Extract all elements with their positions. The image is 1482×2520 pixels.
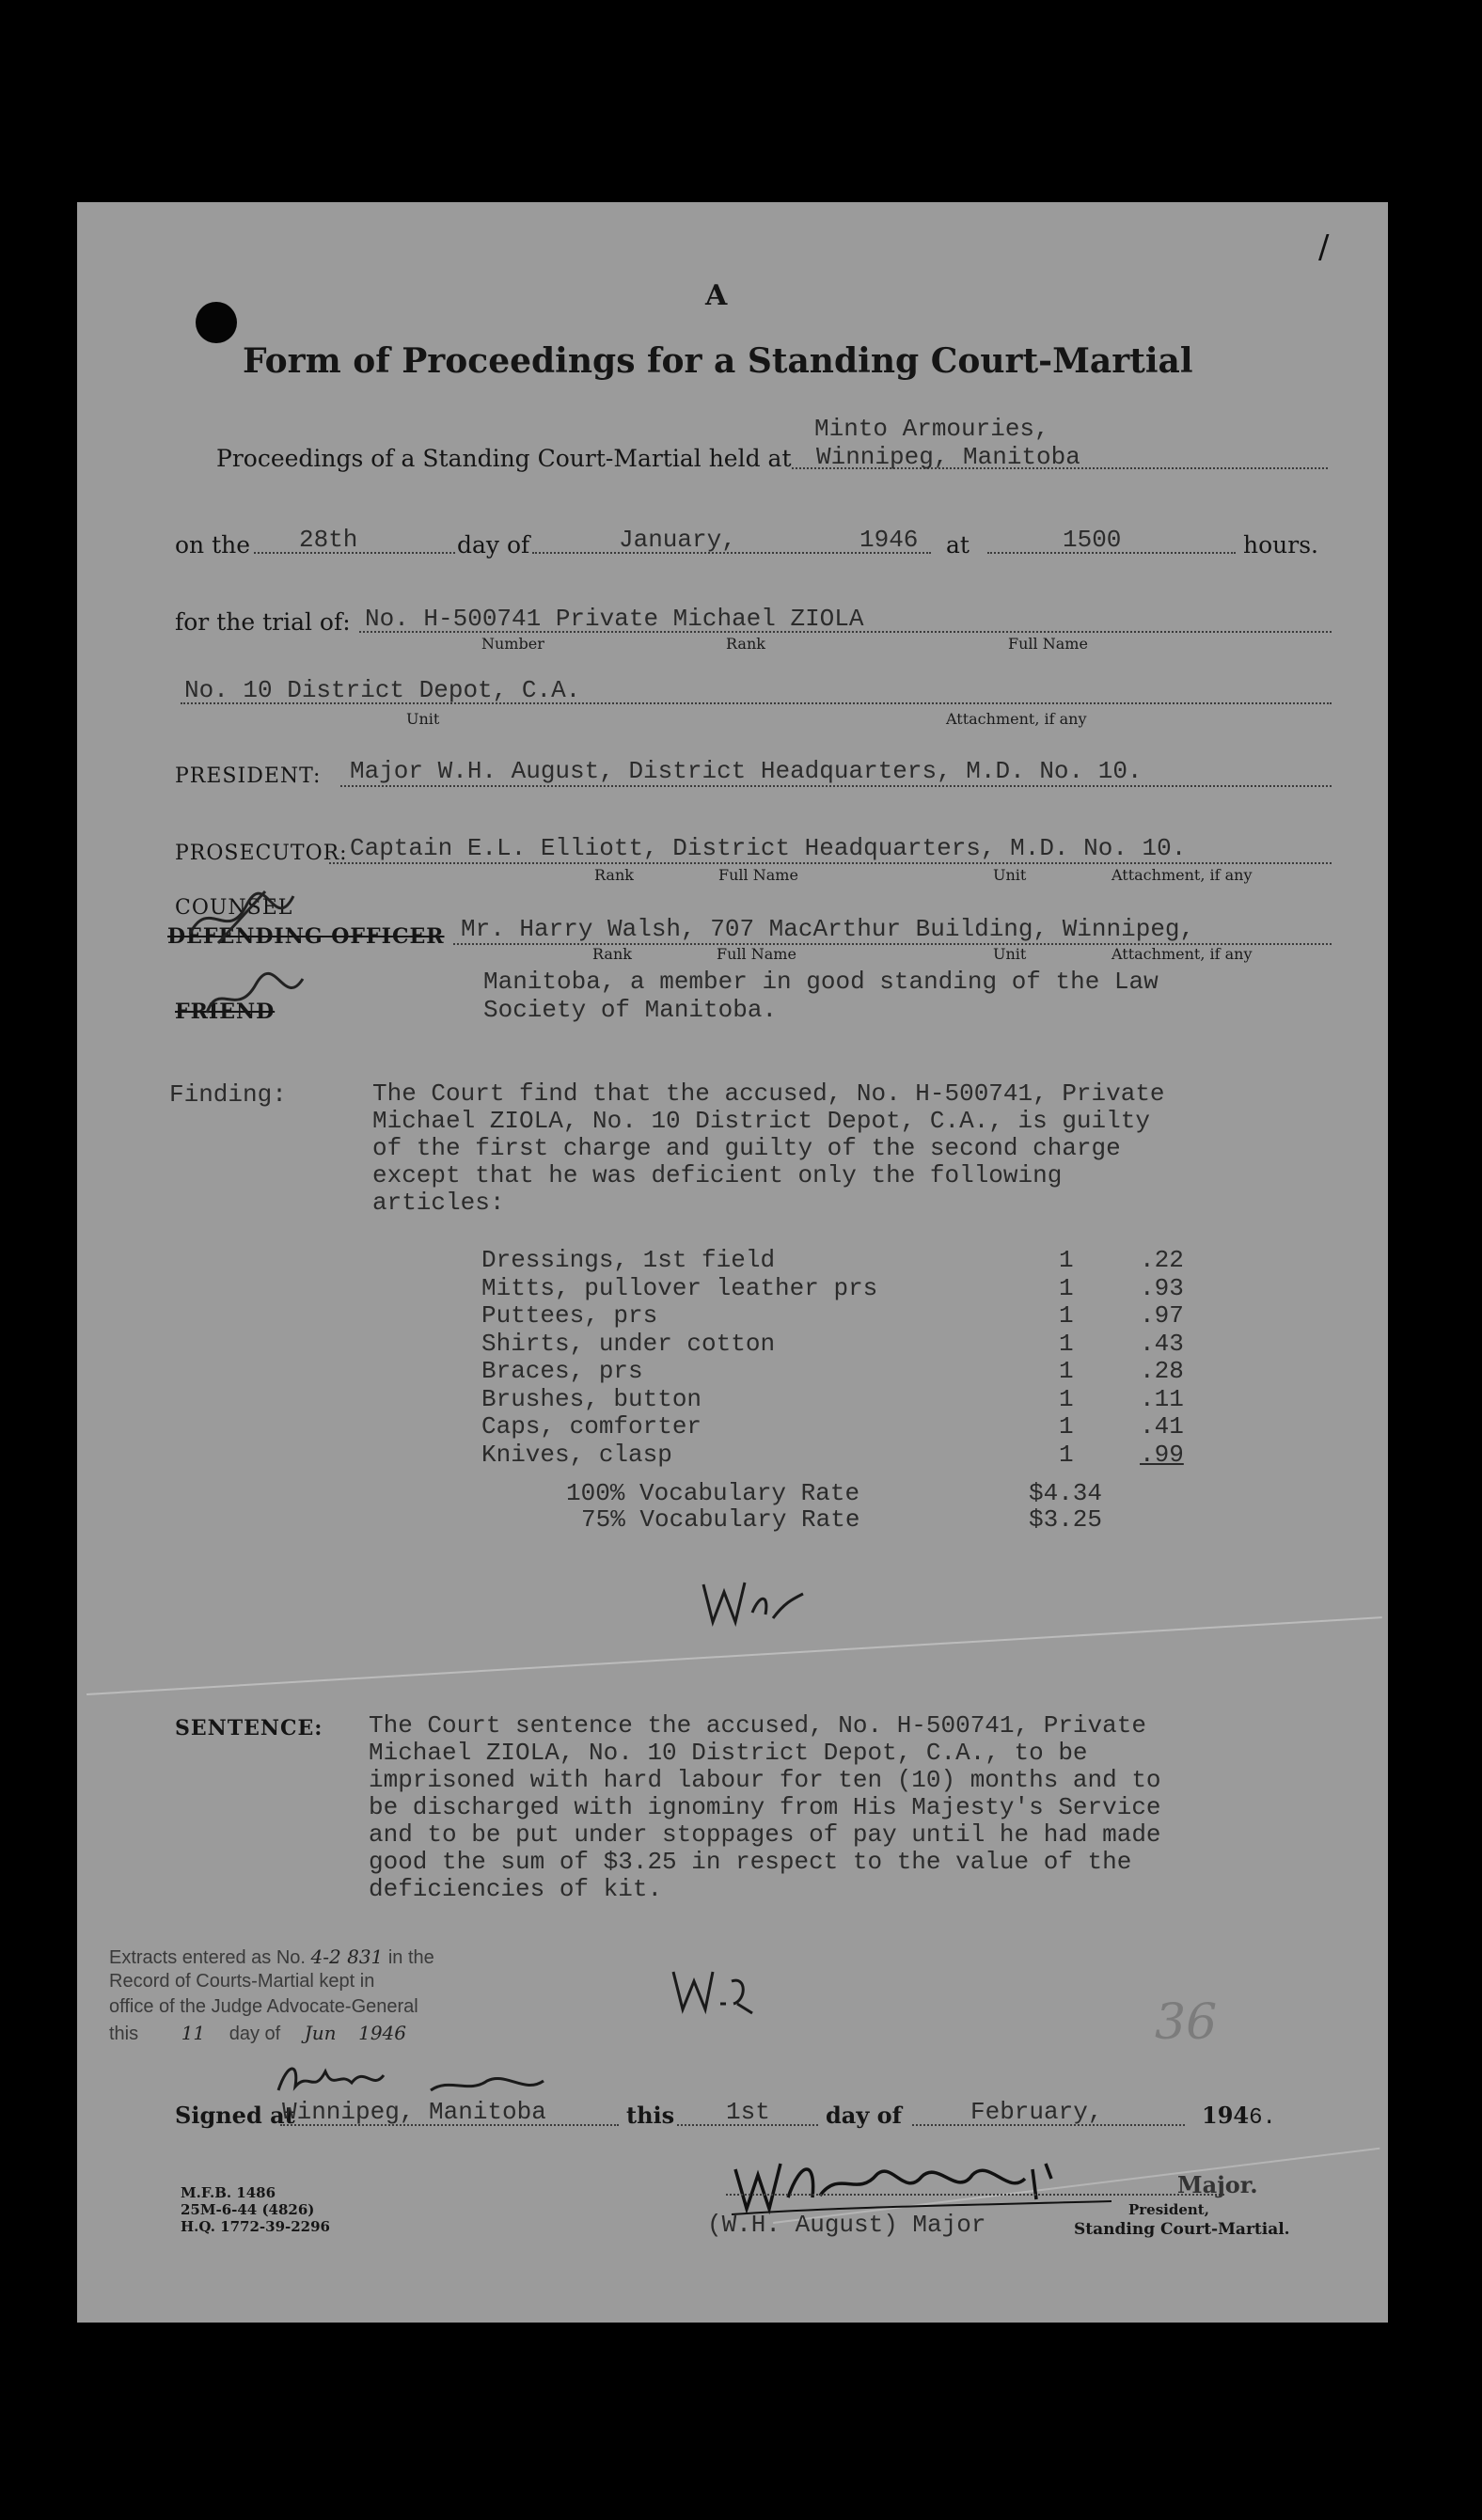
- article-row: [481, 1246, 1328, 1274]
- defending-officer-label: DEFENDING OFFICER: [167, 924, 445, 949]
- sub-unit2: Unit: [993, 866, 1027, 884]
- trial-label: for the trial of:: [175, 608, 351, 636]
- friend-correction-scribble: [199, 971, 312, 1032]
- counsel-correction-scribble: [181, 887, 322, 957]
- sub-attachment2: Attachment, if any: [1112, 866, 1253, 884]
- counsel-line1: Mr. Harry Walsh, 707 MacArthur Building, Winnipeg,: [461, 915, 1195, 943]
- signed-year-digit: 6.: [1249, 2105, 1276, 2131]
- corner-mark: /: [1318, 228, 1330, 266]
- article-row: [481, 1301, 1328, 1330]
- form-code-3: H.Q. 1772-39-2296: [181, 2218, 330, 2235]
- sub-rank: Rank: [726, 635, 765, 653]
- sentence-label: SENTENCE:: [175, 1716, 323, 1740]
- rate100-label: 100% Vocabulary Rate: [566, 1479, 860, 1507]
- sentence-text: The Court sentence the accused, No. H-500741, Private Michael ZIOLA, No. 10 District Depot, C.A., to be imprisoned with hard labour for ten (10) months and to be discharged with ignominy from His Majesty's Service and to be put under stoppages of pay until he had made good the sum of $3.25 in respect to the value of the deficiencies of kit.: [369, 1711, 1161, 1903]
- at-label: at: [946, 531, 970, 559]
- signed-place: Winnipeg, Manitoba: [282, 2098, 546, 2126]
- article-qty: 1: [1059, 1412, 1074, 1441]
- sub-full-name: Full Name: [1008, 635, 1088, 653]
- day-value: 28th: [299, 526, 358, 554]
- president-dotline: [340, 785, 1332, 787]
- sub-number: Number: [481, 635, 544, 653]
- stamp-year: 1946: [358, 2022, 406, 2044]
- signer-rank: Major.: [1177, 2171, 1258, 2198]
- signed-at-label: Signed at: [175, 2102, 295, 2129]
- signed-year-prefix: 194: [1202, 2102, 1250, 2129]
- sub-rank3: Rank: [592, 945, 632, 963]
- president-label: PRESIDENT:: [175, 764, 322, 788]
- article-qty: 1: [1059, 1301, 1074, 1330]
- rate100-value: $4.34: [1029, 1479, 1103, 1507]
- article-name: Dressings, 1st field: [481, 1246, 776, 1274]
- year-value: 1946: [859, 526, 919, 554]
- signed-month: February,: [970, 2098, 1103, 2126]
- article-price: .22: [1140, 1246, 1184, 1274]
- article-row: [481, 1385, 1328, 1413]
- president-role: President,: [1128, 2201, 1209, 2218]
- day-of-label: day of: [457, 531, 530, 559]
- place-line1: Minto Armouries,: [814, 415, 1049, 443]
- unit-value: No. 10 District Depot, C.A.: [184, 676, 581, 704]
- article-qty: 1: [1059, 1246, 1074, 1274]
- rate75-label: 75% Vocabulary Rate: [581, 1505, 860, 1534]
- document-page: [77, 202, 1388, 2323]
- article-name: Braces, prs: [481, 1357, 643, 1385]
- court-role: Standing Court-Martial.: [1074, 2220, 1290, 2239]
- punch-hole: [196, 302, 237, 343]
- articles-list: [481, 1246, 1328, 1468]
- stamp-day: 11: [181, 2022, 206, 2044]
- article-name: Puttees, prs: [481, 1301, 658, 1330]
- article-price: .97: [1140, 1301, 1184, 1330]
- stamp-this: this: [109, 2024, 139, 2044]
- article-price: .28: [1140, 1357, 1184, 1385]
- article-qty: 1: [1059, 1440, 1074, 1469]
- signer-typed-name: (W.H. August) Major: [707, 2211, 986, 2239]
- stamp-dayof: day of: [229, 2024, 281, 2044]
- article-row: [481, 1441, 1328, 1469]
- article-row: [481, 1357, 1328, 1385]
- counsel-label: COUNSEL: [175, 896, 293, 920]
- stamp-line4: [109, 2022, 406, 2045]
- finding-text: The Court find that the accused, No. H-500741, Private Michael ZIOLA, No. 10 District Depot, C.A., is guilty of the first charge and guilty of the second charge except that he was deficient only the following articles:: [372, 1079, 1165, 1217]
- stamp-number: 4-2 831: [310, 1945, 384, 1968]
- signed-year: [1202, 2102, 1276, 2131]
- article-price: .43: [1140, 1329, 1184, 1358]
- prosecutor-dotline: [329, 862, 1332, 864]
- sub-unit3: Unit: [993, 945, 1027, 963]
- article-row: [481, 1330, 1328, 1358]
- proceedings-prefix: Proceedings of a Standing Court-Martial held at: [216, 445, 792, 472]
- on-the-label: on the: [175, 531, 251, 559]
- month-value: January,: [619, 526, 736, 554]
- article-qty: 1: [1059, 1329, 1074, 1358]
- trial-value: No. H-500741 Private Michael ZIOLA: [365, 605, 864, 633]
- stamp-line3: office of the Judge Advocate-General: [109, 1996, 418, 2017]
- initials-2: [668, 1962, 762, 2024]
- friend-label: FRIEND: [175, 1000, 276, 1024]
- this-label: this: [626, 2102, 675, 2129]
- prosecutor-value: Captain E.L. Elliott, District Headquarters, M.D. No. 10.: [350, 834, 1187, 862]
- form-code-1: M.F.B. 1486: [181, 2184, 276, 2201]
- article-price: .41: [1140, 1412, 1184, 1441]
- stamp-month: Jun: [304, 2022, 337, 2044]
- article-name: Caps, comforter: [481, 1412, 702, 1441]
- time-value: 1500: [1063, 526, 1122, 554]
- sub-rank2: Rank: [594, 866, 634, 884]
- article-qty: 1: [1059, 1384, 1074, 1413]
- initials-1: [698, 1566, 811, 1636]
- sub-unit: Unit: [406, 710, 440, 728]
- stamp-line1-text: Extracts entered as No.: [109, 1947, 306, 1968]
- article-row: [481, 1274, 1328, 1302]
- sub-full-name2: Full Name: [718, 866, 798, 884]
- counsel-line2: Manitoba, a member in good standing of the Law: [483, 968, 1159, 996]
- article-qty: 1: [1059, 1273, 1074, 1302]
- form-code-2: 25M-6-44 (4826): [181, 2201, 315, 2218]
- sub-attachment: Attachment, if any: [946, 710, 1087, 728]
- article-name: Shirts, under cotton: [481, 1329, 776, 1358]
- president-value: Major W.H. August, District Headquarters, M.D. No. 10.: [350, 757, 1143, 785]
- counsel-line3: Society of Manitoba.: [483, 996, 778, 1024]
- stamp-line1: [109, 1945, 434, 1969]
- rate75-value: $3.25: [1029, 1505, 1103, 1534]
- page-number-hand: 36: [1155, 1994, 1218, 2051]
- signature-dotline: [726, 2194, 1224, 2196]
- article-qty: 1: [1059, 1357, 1074, 1385]
- sub-attachment3: Attachment, if any: [1112, 945, 1253, 963]
- article-price: .93: [1140, 1273, 1184, 1302]
- article-name: Knives, clasp: [481, 1440, 672, 1469]
- form-letter: A: [705, 279, 728, 312]
- article-name: Brushes, button: [481, 1384, 702, 1413]
- prosecutor-label: PROSECUTOR:: [175, 842, 348, 865]
- article-price: .99: [1140, 1440, 1184, 1469]
- article-name: Mitts, pullover leather prs: [481, 1273, 878, 1302]
- place-line2: Winnipeg, Manitoba: [816, 443, 1080, 471]
- article-price: .11: [1140, 1384, 1184, 1413]
- signed-day-of-label: day of: [826, 2102, 902, 2129]
- form-title: Form of Proceedings for a Standing Court-Martial: [243, 341, 1193, 381]
- stamp-line2: Record of Courts-Martial kept in: [109, 1971, 375, 1992]
- finding-label: Finding:: [169, 1080, 287, 1109]
- signed-day: 1st: [726, 2098, 770, 2126]
- stamp-line1b-text: in the: [387, 1947, 434, 1968]
- article-row: [481, 1412, 1328, 1441]
- sub-full-name3: Full Name: [717, 945, 796, 963]
- hours-label: hours.: [1243, 531, 1318, 559]
